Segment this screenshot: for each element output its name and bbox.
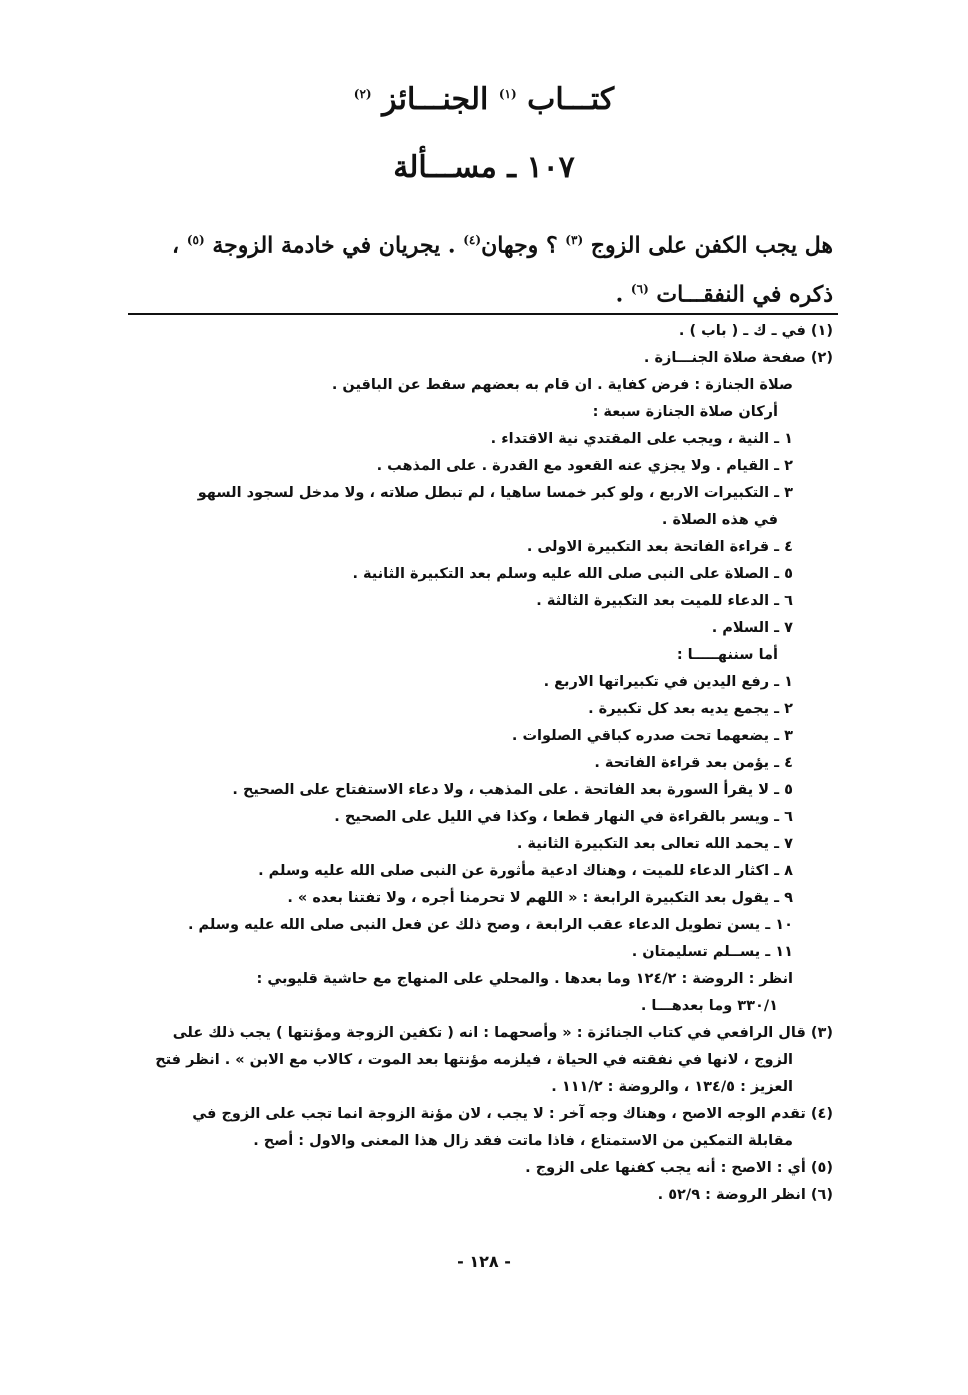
footnotes <box>123 318 833 1209</box>
footnote-ref-1: (١) <box>498 87 517 101</box>
footnote-line: ٣ ـ يضعهما تحت صدره كباقي الصلوات . <box>511 728 793 744</box>
footnote-ref-2: (٢) <box>353 87 372 101</box>
issue-heading: ١٠٧ ـ مســـألة <box>393 150 575 185</box>
footnote-line: ٥ ـ الصلاة على النبى صلى الله عليه وسلم بعد التكبيرة الثانية . <box>352 566 793 582</box>
footnote-line: ١١ ـ يســلم تسليمتان . <box>631 944 793 960</box>
question-part-5: . <box>615 281 624 308</box>
footnote-divider <box>128 313 838 315</box>
footnote-line: (٣) قال الرافعي في كتاب الجنائزة : « وأصحهما : انه ( تكفين الزوجة ومؤنتها ) يجب ذلك على <box>172 1025 833 1041</box>
title-word-funerals: الجنـــائز <box>382 82 489 117</box>
footnote-line: (٤) تقدم الوجه الاصح ، وهناك وجه آخر : لا يجب ، لان مؤنة الزوجة انما تجب على الزوج في <box>192 1106 833 1122</box>
footnote-line: أركان صلاة الجنازة سبعة : <box>592 404 778 420</box>
footnote-line: الزوج ، لانها في نفقته في الحياة ، فيلزمه مؤنتها بعد الموت ، كالاب مع الابن » . انظر فتح <box>155 1052 793 1068</box>
footnote-line: ٦ ـ ويسر بالقراءة في النهار قطعا ، وكذا في الليل على الصحيح . <box>334 809 793 825</box>
title-word-book: كتـــاب <box>527 82 615 117</box>
footnote-line: ١٠ ـ يسن تطويل الدعاء عقب الرابعة ، وصح ذلك عن فعل النبى صلى الله عليه وسلم . <box>187 917 793 933</box>
footnote-line: ٣٣٠/١ وما بعدهـــا . <box>640 998 778 1014</box>
footnote-line: ٦ ـ الدعاء للميت بعد التكبيرة الثالثة . <box>536 593 793 609</box>
footnote-line: ٩ ـ يقول بعد التكبيرة الرابعة : « اللهم لا تحرمنا أجره ، ولا تفتنا بعده » . <box>287 890 793 906</box>
footnote-line: مقابلة التمكين من الاستمتاع ، فاذا ماتت فقد زال هذا المعنى والاول : أصح . <box>253 1133 793 1149</box>
footnote-ref-3: (٣) <box>565 233 584 247</box>
footnote-line: ٣ ـ التكبيرات الاربع ، ولو كبر خمسا ساهيا ، لم تبطل صلاته ، ولا مدخل لسجود السهو <box>197 485 793 501</box>
footnote-line: (٢) صفحة صلاة الجنـــازة . <box>643 350 833 366</box>
footnote-line: ١ ـ النية ، ويجب على المقتدي نية الاقتداء . <box>490 431 793 447</box>
question-part-3: . يجريان في خادمة الزوجة <box>212 232 456 259</box>
footnote-line: ٨ ـ اكثار الدعاء للميت ، وهناك ادعية مأثورة عن النبى صلى الله عليه وسلم . <box>258 863 793 879</box>
page-number: - ١٢٨ - <box>457 1252 511 1271</box>
footnote-line: ٧ ـ يحمد الله تعالى بعد التكبيرة الثانية . <box>516 836 793 852</box>
footnote-line: انظر : الروضة : ١٢٤/٢ وما بعدها . والمحلي على المنهاج مع حاشية قليوبي : <box>256 971 793 987</box>
footnote-ref-5: (٥) <box>186 233 205 247</box>
footnote-line: أما سننهـــــا : <box>676 647 778 663</box>
footnote-ref-4: (٤) <box>463 233 482 247</box>
question-part-2: ؟ وجهان <box>481 232 558 259</box>
footnote-line: ٧ ـ السلام . <box>711 620 793 636</box>
book-title <box>0 82 968 117</box>
footnote-line: في هذه الصلاة . <box>661 512 778 528</box>
question-part-1: هل يجب الكفن على الزوج <box>590 232 833 259</box>
footnote-ref-6: (٦) <box>630 282 649 297</box>
footnote-line: ٢ ـ يجمع يديه بعد كل تكبيرة . <box>588 701 793 717</box>
footnote-line: ٤ ـ يؤمن بعد قراءة الفاتحة . <box>594 755 793 771</box>
footnote-line: ٥ ـ لا يقرأ السورة بعد الفاتحة . على المذهب ، ولا دعاء الاستفتاح على الصحيح . <box>232 782 793 798</box>
footnote-line: (١) في ـ ك ـ ( باب ) . <box>678 323 833 339</box>
footnote-line: ٤ ـ قراءة الفاتحة بعد التكبيرة الاولى . <box>526 539 793 555</box>
footnote-line: العزيز : ١٣٤/٥ ، والروضة : ١١١/٢ . <box>551 1079 793 1095</box>
footnote-line: ٢ ـ القيام . ولا يجزي عنه القعود مع القدرة . على المذهب . <box>376 458 793 474</box>
footnote-line: صلاة الجنازة : فرض كفاية . ان قام به بعضهم سقط عن الباقين . <box>331 377 793 393</box>
footnote-line: (٥) أي : الاصح : أنه يجب كفنها على الزوج . <box>525 1160 833 1176</box>
footnote-line: (٦) انظر الروضة : ٥٢/٩ . <box>657 1187 833 1203</box>
footnote-line: ١ ـ رفع اليدين في تكبيراتها الاربع . <box>543 674 793 690</box>
question-paragraph <box>133 218 833 317</box>
question-part-4: ، ذكره في النفقـــات <box>172 232 833 308</box>
